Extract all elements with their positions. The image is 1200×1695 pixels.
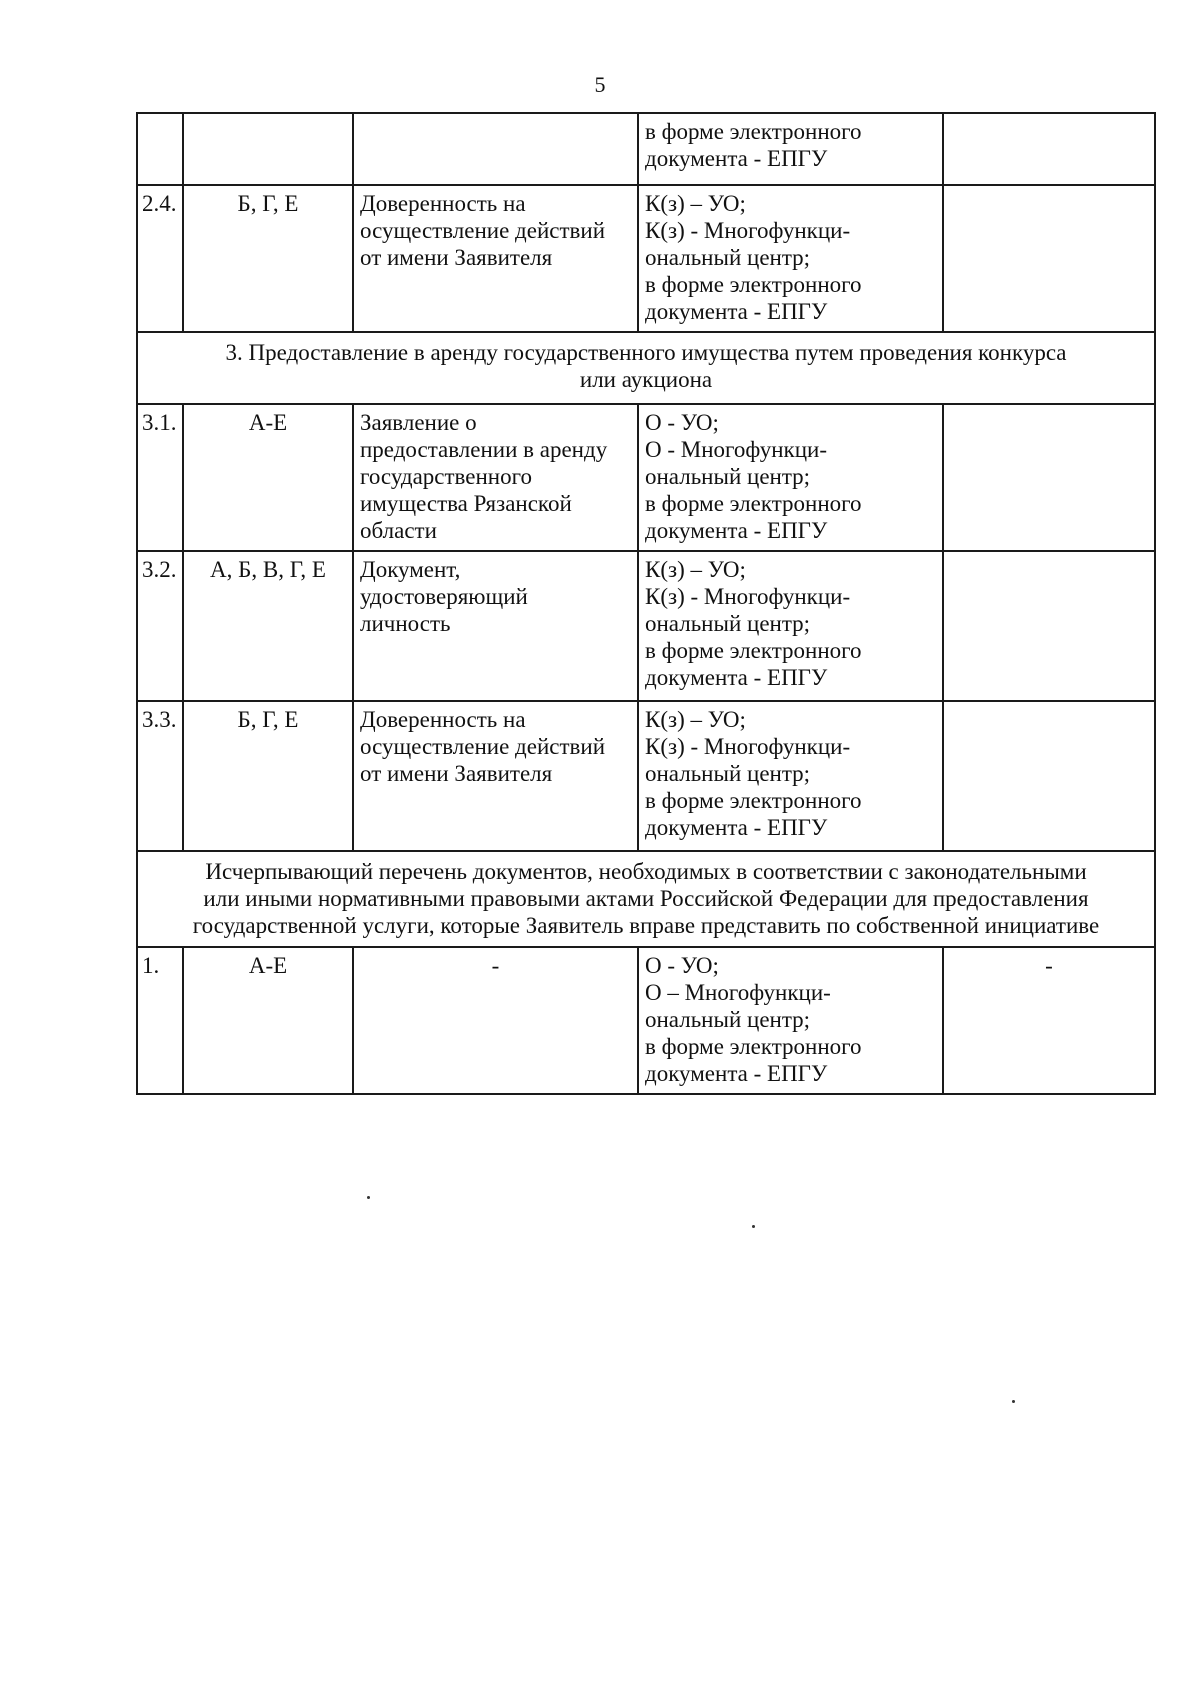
cell-line: от имени Заявителя	[360, 245, 553, 270]
table-row	[137, 113, 1155, 185]
document-name	[353, 551, 638, 701]
cell-line: О - Многофункци-	[645, 437, 827, 462]
cell-line: в форме электронного	[645, 638, 862, 663]
applicant-categories	[183, 113, 353, 185]
applicant-categories: А, Б, В, Г, Е	[183, 551, 353, 701]
extra-notes: -	[943, 947, 1155, 1094]
cell-line: осуществление действий	[360, 218, 606, 243]
cell-line: ональный центр;	[645, 245, 811, 270]
cell-line: удостоверяющий	[360, 584, 528, 609]
cell-line: Доверенность на	[360, 707, 526, 732]
cell-line: в форме электронного	[645, 491, 862, 516]
cell-line: в форме электронного	[645, 788, 862, 813]
submission-form	[638, 551, 943, 701]
cell-line: от имени Заявителя	[360, 761, 553, 786]
row-number	[137, 113, 183, 185]
table-row	[137, 551, 1155, 701]
table-row	[137, 947, 1155, 1094]
cell-line: или аукциона	[579, 367, 713, 392]
cell-line: К(з) – УО;	[645, 707, 746, 732]
cell-line: ональный центр;	[645, 1007, 811, 1032]
scan-speck	[752, 1225, 755, 1228]
scan-speck	[1012, 1400, 1015, 1403]
applicant-categories: А-Е	[183, 947, 353, 1094]
cell-line: ональный центр;	[645, 761, 811, 786]
scan-speck	[367, 1196, 370, 1199]
table-row	[137, 185, 1155, 332]
document-name	[353, 701, 638, 851]
document-name	[353, 404, 638, 551]
page-number: 5	[594, 72, 606, 97]
cell-line: области	[360, 518, 437, 543]
cell-line: К(з) – УО;	[645, 191, 746, 216]
cell-line: или иными нормативными правовыми актами Российской Федерации для предоставления	[203, 886, 1089, 911]
cell-line: Документ,	[360, 557, 461, 582]
section-header-row	[137, 851, 1155, 947]
extra-notes	[943, 404, 1155, 551]
table-row	[137, 404, 1155, 551]
submission-form	[638, 113, 943, 185]
cell-line: О – Многофункци-	[645, 980, 831, 1005]
cell-line: документа - ЕПГУ	[645, 815, 828, 840]
cell-line: государственного	[360, 464, 532, 489]
section-header-row	[137, 332, 1155, 404]
cell-line: -	[491, 953, 500, 978]
row-number: 2.4.	[137, 185, 183, 332]
cell-line: документа - ЕПГУ	[645, 665, 828, 690]
applicant-categories: Б, Г, Е	[183, 701, 353, 851]
cell-line: в форме электронного	[645, 272, 862, 297]
documents-table	[136, 112, 1156, 1095]
cell-line: документа - ЕПГУ	[645, 299, 828, 324]
cell-line: документа - ЕПГУ	[645, 1061, 828, 1086]
cell-line: документа - ЕПГУ	[645, 146, 828, 171]
extra-notes	[943, 551, 1155, 701]
submission-form	[638, 701, 943, 851]
cell-line: 3. Предоставление в аренду государственного имущества путем проведения конкурса	[225, 340, 1067, 365]
row-number: 3.3.	[137, 701, 183, 851]
cell-line: К(з) - Многофункци-	[645, 584, 851, 609]
cell-line: документа - ЕПГУ	[645, 518, 828, 543]
document-name	[353, 947, 638, 1094]
document-name	[353, 185, 638, 332]
row-number: 3.2.	[137, 551, 183, 701]
cell-line: предоставлении в аренду	[360, 437, 608, 462]
cell-line: Исчерпывающий перечень документов, необходимых в соответствии с законодательными	[205, 859, 1087, 884]
extra-notes	[943, 185, 1155, 332]
row-number: 3.1.	[137, 404, 183, 551]
extra-notes	[943, 701, 1155, 851]
cell-line: Заявление о	[360, 410, 477, 435]
cell-line: К(з) - Многофункци-	[645, 734, 851, 759]
applicant-categories: А-Е	[183, 404, 353, 551]
cell-line: Доверенность на	[360, 191, 526, 216]
submission-form	[638, 404, 943, 551]
cell-line: в форме электронного	[645, 119, 862, 144]
section-title	[137, 851, 1155, 947]
cell-line: ональный центр;	[645, 611, 811, 636]
cell-line: личность	[360, 611, 451, 636]
cell-line: К(з) - Многофункци-	[645, 218, 851, 243]
cell-line: О - УО;	[645, 410, 719, 435]
row-number: 1.	[137, 947, 183, 1094]
cell-line: имущества Рязанской	[360, 491, 572, 516]
cell-line: осуществление действий	[360, 734, 606, 759]
document-name	[353, 113, 638, 185]
cell-line: в форме электронного	[645, 1034, 862, 1059]
cell-line: К(з) – УО;	[645, 557, 746, 582]
table-row	[137, 701, 1155, 851]
applicant-categories: Б, Г, Е	[183, 185, 353, 332]
cell-line: О - УО;	[645, 953, 719, 978]
cell-line: ональный центр;	[645, 464, 811, 489]
extra-notes	[943, 113, 1155, 185]
submission-form	[638, 947, 943, 1094]
submission-form	[638, 185, 943, 332]
cell-line: государственной услуги, которые Заявитель вправе представить по собственной инициативе	[192, 913, 1100, 938]
section-title	[137, 332, 1155, 404]
table-body	[137, 113, 1155, 1094]
